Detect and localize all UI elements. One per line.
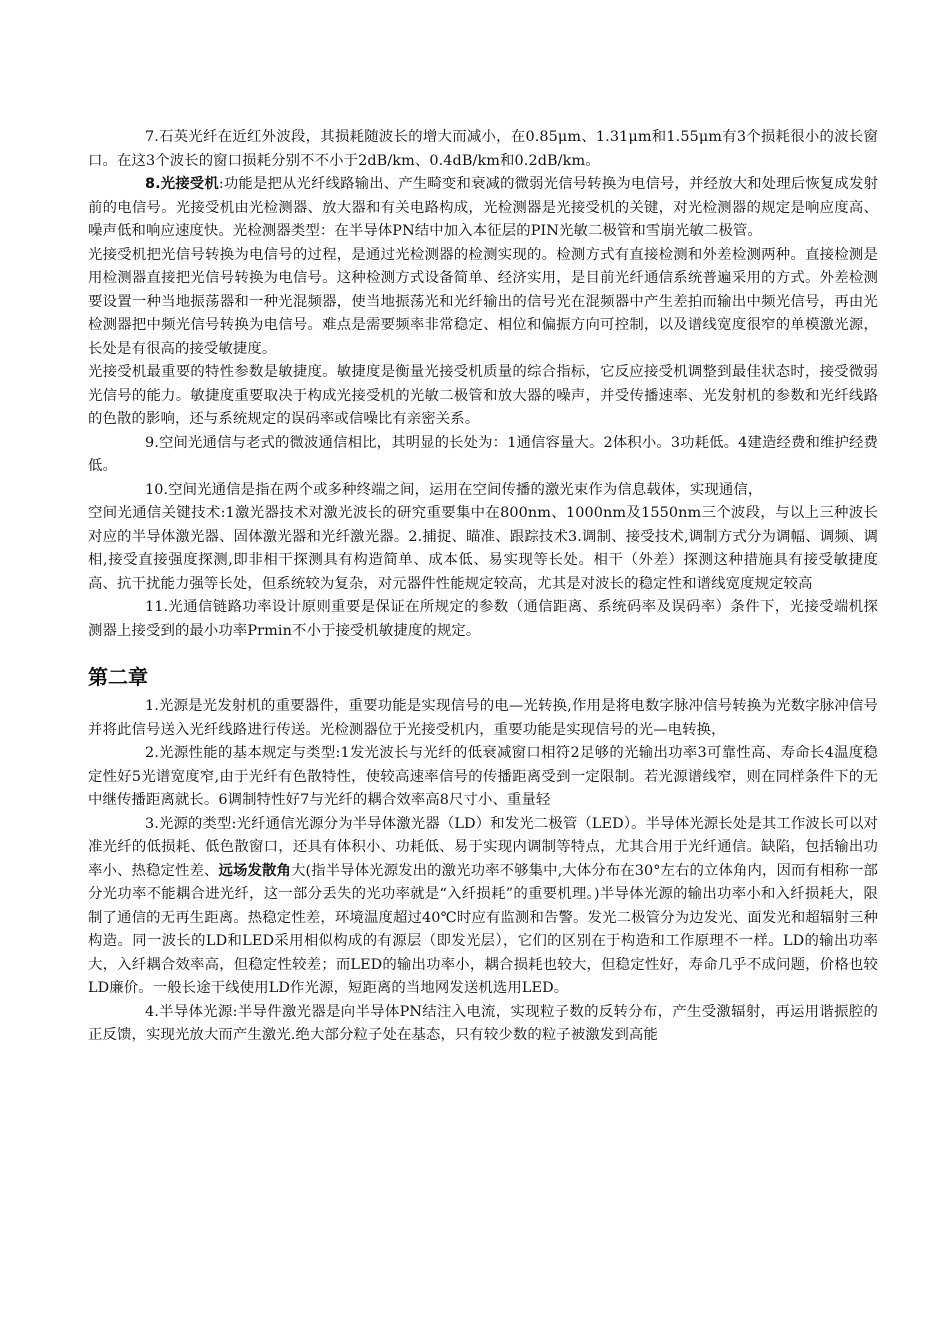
paragraph-11: 11.光通信链路功率设计原则重要是保证在所规定的参数（通信距离、系统码率及误码率）条件下，光接受端机探测器上接受到的最小功率Prmin不小于接受机敏捷度的规定。 bbox=[88, 599, 878, 639]
paragraph-8-body: :功能是把从光纤线路输出、产生畸变和衰减的微弱光信号转换为电信号，并经放大和处理后恢复成发射前的电信号。光接受机由光检测器、放大器和有关电路构成，光检测器是光接受机的关键，对光检测器的规定是响应度高、噪声低和响应速度快。光检测器类型：在半导体PN结中加入本征层的PIN光敏二极管和雪崩光敏二极管。 bbox=[88, 176, 878, 239]
ch2-paragraph-3 bbox=[88, 813, 878, 1001]
ch2-paragraph-3-post: 大(指半导体光源发出的激光功率不够集中,大体分布在30°左右的立体角内，因而有相称一部分光功率不能耦合进光纤，这一部分丢失的光功率就是“入纤损耗”的重要机理。)半导体光源的输出功率小和入纤损耗大，限制了通信的无再生距离。热稳定性差，环境温度超过40℃时应有监测和告警。发光二极管分为边发光、面发光和超辐射三种构造。同一波长的LD和LED采用相似构成的有源层（即发光层），它们的区别在于构造和工作原理不一样。LD的输出功率大，入纤耦合效率高，但稳定性较差；而LED的输出功率小，耦合损耗也较大，但稳定性好，寿命几乎不成问题，价格也较LD廉价。一般长途干线使用LD作光源，短距离的当地网发送机选用LED。 bbox=[88, 862, 878, 996]
paragraph-9: 9.空间光通信与老式的微波通信相比，其明显的长处为：1通信容量大。2体积小。3功耗低。4建造经费和维护经费低。 bbox=[88, 434, 878, 474]
document-page bbox=[88, 126, 878, 1048]
ch2-paragraph-2: 2.光源性能的基本规定与类型:1发光波长与光纤的低衰减窗口相符2足够的光输出功率3可靠性高、寿命长4温度稳定性好5光谱宽度窄,由于光纤有色散特性，使较高速率信号的传播距离受到一定限制。若光源谱线窄，则在同样条件下的无中继传播距离就长。6调制特性好7与光纤的耦合效率高8尺寸小、重量轻 bbox=[88, 745, 878, 808]
ch2-paragraph-3-pre: 3.光源的类型:光纤通信光源分为半导体激光器（LD）和发光二极管（LED）。半导体光源长处是其工作波长可以对准光纤的低损耗、低色散窗口，还具有体积小、功耗低、易于实现内调制等特点，尤其合用于光纤通信。缺陷，包括输出功率小、热稳定性差、 bbox=[88, 815, 878, 879]
ch2-paragraph-4: 4.半导体光源:半导件激光器是向半导体PN结注入电流，实现粒子数的反转分布，产生受激辐射，再运用谐振腔的正反馈，实现光放大而产生激光.绝大部分粒子处在基态，只有较少数的粒子被激发到高能 bbox=[88, 1003, 878, 1043]
ch2-paragraph-1: 1.光源是光发射机的重要器件，重要功能是实现信号的电—光转换,作用是将电数字脉冲信号转换为光数字脉冲信号并将此信号送入光纤线路进行传送。光检测器位于光接受机内，重要功能是实现信号的光—电转换， bbox=[88, 698, 878, 738]
paragraph-8-detection: 光接受机把光信号转换为电信号的过程，是通过光检测器的检测实现的。检测方式有直接检测和外差检测两种。直接检测是用检测器直接把光信号转换为电信号。这种检测方式设备简单、经济实用，是目前光纤通信系统普遍采用的方式。外差检测要设置一种当地振荡器和一种光混频器，使当地振荡光和光纤输出的信号光在混频器中产生差拍而输出中频光信号，再由光检测器把中频光信号转换为电信号。难点是需要频率非常稳定、相位和偏振方向可控制，以及谱线宽度很窄的单模激光源，长处是有很高的接受敏捷度。 bbox=[88, 246, 878, 357]
paragraph-8 bbox=[88, 173, 878, 244]
chapter-2-heading: 第二章 bbox=[88, 665, 148, 689]
paragraph-7: 7.石英光纤在近红外波段，其损耗随波长的增大而减小，在0.85μm、1.31μm和1.55μm有3个损耗很小的波长窗口。在这3个波长的窗口损耗分别不不小于2dB/km、0.4dB/km和0.2dB/km。 bbox=[88, 129, 878, 169]
ch2-paragraph-3-bold-term: 远场发散角 bbox=[218, 862, 291, 879]
paragraph-8-heading: 8.光接受机 bbox=[145, 176, 219, 192]
paragraph-10-intro: 10.空间光通信是指在两个或多种终端之间，运用在空间传播的激光束作为信息载体，实现通信， bbox=[145, 481, 763, 498]
paragraph-10-key-tech: 空间光通信关键技术:1激光器技术对激光波长的研究重要集中在800nm、1000nm及1550nm三个波段，与以上三种波长对应的半导体激光器、固体激光器和光纤激光器。2.捕捉、瞄准、跟踪技术3.调制、接受技术,调制方式分为调幅、调频、调相,接受直接强度探测,即非相干探测具有构造简单、成本低、易实现等长处。相干（外差）探测这种措施具有接受敏捷度高、抗干扰能力强等长处，但系统较为复杂，对元器件性能规定较高，尤其是对波长的稳定性和谱线宽度规定较高 bbox=[88, 505, 878, 592]
paragraph-8-sensitivity: 光接受机最重要的特性参数是敏捷度。敏捷度是衡量光接受机质量的综合指标，它反应接受机调整到最佳状态时，接受微弱光信号的能力。敏捷度重要取决于构成光接受机的光敏二极管和放大器的噪声，并受传播速率、光发射机的参数和光纤线路的色散的影响，还与系统规定的误码率或信噪比有亲密关系。 bbox=[88, 364, 878, 427]
